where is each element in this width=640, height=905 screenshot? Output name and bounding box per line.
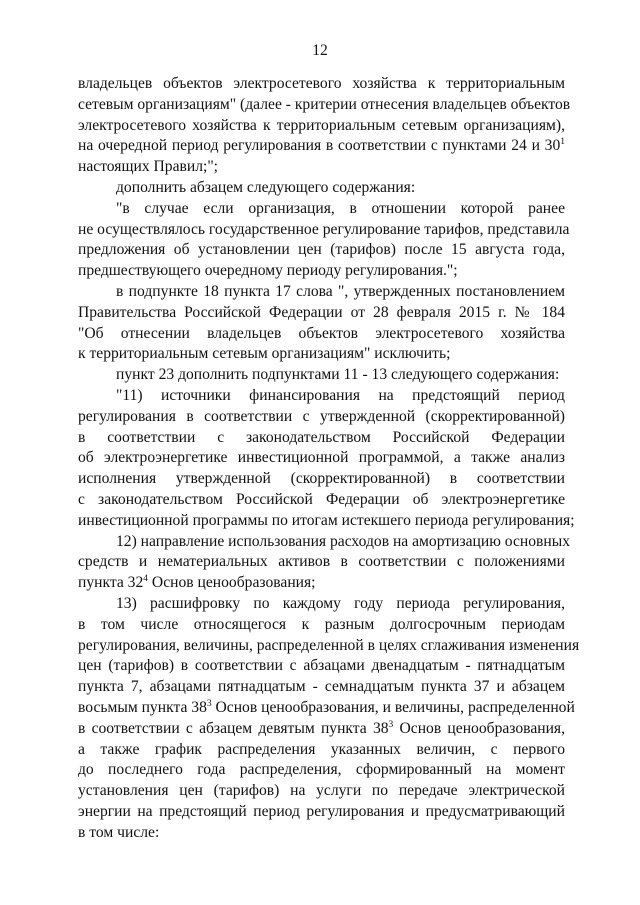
text-line <box>78 532 571 553</box>
text-line <box>78 136 565 157</box>
superscript: 3 <box>388 719 394 730</box>
text-line <box>78 74 565 95</box>
line-text: 12) направление использования расходов на амортизацию основных <box>116 532 571 550</box>
line-text: в соответствии с абзацем девятым пункта 38 <box>78 719 389 737</box>
line-text: а также график распределения указанных величин, с первого <box>78 740 565 758</box>
text-line <box>78 116 565 137</box>
line-text: не осуществлялось государственное регулирование тарифов, представила <box>78 220 570 238</box>
line-text: дополнить абзацем следующего содержания: <box>116 178 416 196</box>
text-line <box>78 95 571 116</box>
text-line <box>78 656 565 677</box>
text-line <box>78 199 565 220</box>
superscript: 3 <box>206 698 212 709</box>
line-text: к территориальным сетевым организациям" исключить; <box>78 345 451 363</box>
page-number: 12 <box>312 42 328 59</box>
text-line <box>78 261 565 282</box>
text-line <box>78 303 565 324</box>
text-line <box>78 344 565 365</box>
line-text: "в случае если организация, в отношении которой ранее <box>116 199 565 217</box>
line-text: в соответствии с законодательством Российской Федерации <box>78 428 565 446</box>
text-line <box>78 240 565 261</box>
superscript: 1 <box>560 137 565 148</box>
text-line <box>78 823 565 844</box>
line-text: регулирования в соответствии с утвержденной (скорректированной) <box>78 407 565 425</box>
text-line <box>78 178 565 199</box>
text-line <box>78 490 565 511</box>
text-line <box>78 324 565 345</box>
line-text: установления цен (тарифов) на услуги по передаче электрической <box>78 782 565 800</box>
line-text: электросетевого хозяйства к территориальным сетевым организациям), <box>78 116 565 134</box>
line-text: инвестиционной программы по итогам истекшего периода регулирования; <box>78 511 575 529</box>
line-text: "Об отнесении владельцев объектов электросетевого хозяйства <box>78 324 565 342</box>
line-text: об электроэнергетике инвестиционной программой, а также анализ <box>78 449 565 467</box>
line-text: на очередной период регулирования в соответствии с пунктами 24 и 30 <box>78 137 561 155</box>
line-text: "11) источники финансирования на предстоящий период <box>116 386 565 404</box>
text-line <box>78 781 565 802</box>
line-text: пункта 7, абзацами пятнадцатым - семнадцатым пункта 37 и абзацем <box>78 678 565 696</box>
superscript: 4 <box>143 574 149 585</box>
line-text: с законодательством Российской Федерации об электроэнергетике <box>78 490 565 508</box>
line-text: настоящих Правил;"; <box>78 158 219 176</box>
line-text: средств и нематериальных активов в соответствии с положениями <box>78 553 565 571</box>
line-text: предшествующего очередному периоду регулирования."; <box>78 262 458 280</box>
line-text: регулирования, величины, распределенной в целях сглаживания изменения <box>78 636 580 654</box>
document-body <box>78 74 580 843</box>
text-line <box>78 282 565 303</box>
line-text: в том числе: <box>78 823 160 841</box>
line-text: до последнего года распределения, сформированный на момент <box>78 761 565 779</box>
text-line <box>78 615 565 636</box>
line-text-continued: Основ ценообразования; <box>148 574 316 592</box>
text-line <box>78 157 565 178</box>
text-line <box>78 636 580 657</box>
text-line <box>78 407 565 428</box>
line-text-continued: Основ ценообразования, и величины, распределенной <box>211 698 575 716</box>
line-text: исполнения утвержденной (скорректированной) в соответствии <box>78 470 565 488</box>
text-line <box>78 469 565 490</box>
line-text: энергии на предстоящий период регулирования и предусматривающий <box>78 802 565 820</box>
line-text: владельцев объектов электросетевого хозяйства к территориальным <box>78 75 565 92</box>
line-text: в подпункте 18 пункта 17 слова ", утвержденных постановлением <box>116 282 565 300</box>
line-text: в том числе относящегося к разным долгосрочным периодам <box>78 615 565 633</box>
text-line <box>78 677 565 698</box>
line-text: 13) расшифровку по каждому году периода регулирования, <box>116 594 565 612</box>
line-text: пункт 23 дополнить подпунктами 11 - 13 следующего содержания: <box>116 366 560 384</box>
text-line <box>78 594 565 615</box>
text-line <box>78 698 575 719</box>
line-text: Правительства Российской Федерации от 28 февраля 2015 г. № 184 <box>78 303 565 321</box>
text-line <box>78 719 565 740</box>
text-line <box>78 220 570 241</box>
text-line <box>78 448 565 469</box>
line-text: сетевым организациям" (далее - критерии отнесения владельцев объектов <box>78 95 571 113</box>
line-text: предложения об установлении цен (тарифов) после 15 августа года, <box>78 241 565 259</box>
text-line <box>78 365 565 386</box>
text-line <box>78 802 565 823</box>
text-line <box>78 552 565 573</box>
text-line <box>78 573 565 594</box>
line-text: восьмым пункта 38 <box>78 698 207 716</box>
line-text: пункта 32 <box>78 574 144 592</box>
line-text-continued: Основ ценообразования, <box>393 719 565 737</box>
text-line <box>78 511 575 532</box>
line-text: цен (тарифов) в соответствии с абзацами двенадцатым - пятнадцатым <box>78 657 565 675</box>
text-line <box>78 386 565 407</box>
text-line <box>78 740 565 761</box>
text-line <box>78 760 565 781</box>
text-line <box>78 428 565 449</box>
